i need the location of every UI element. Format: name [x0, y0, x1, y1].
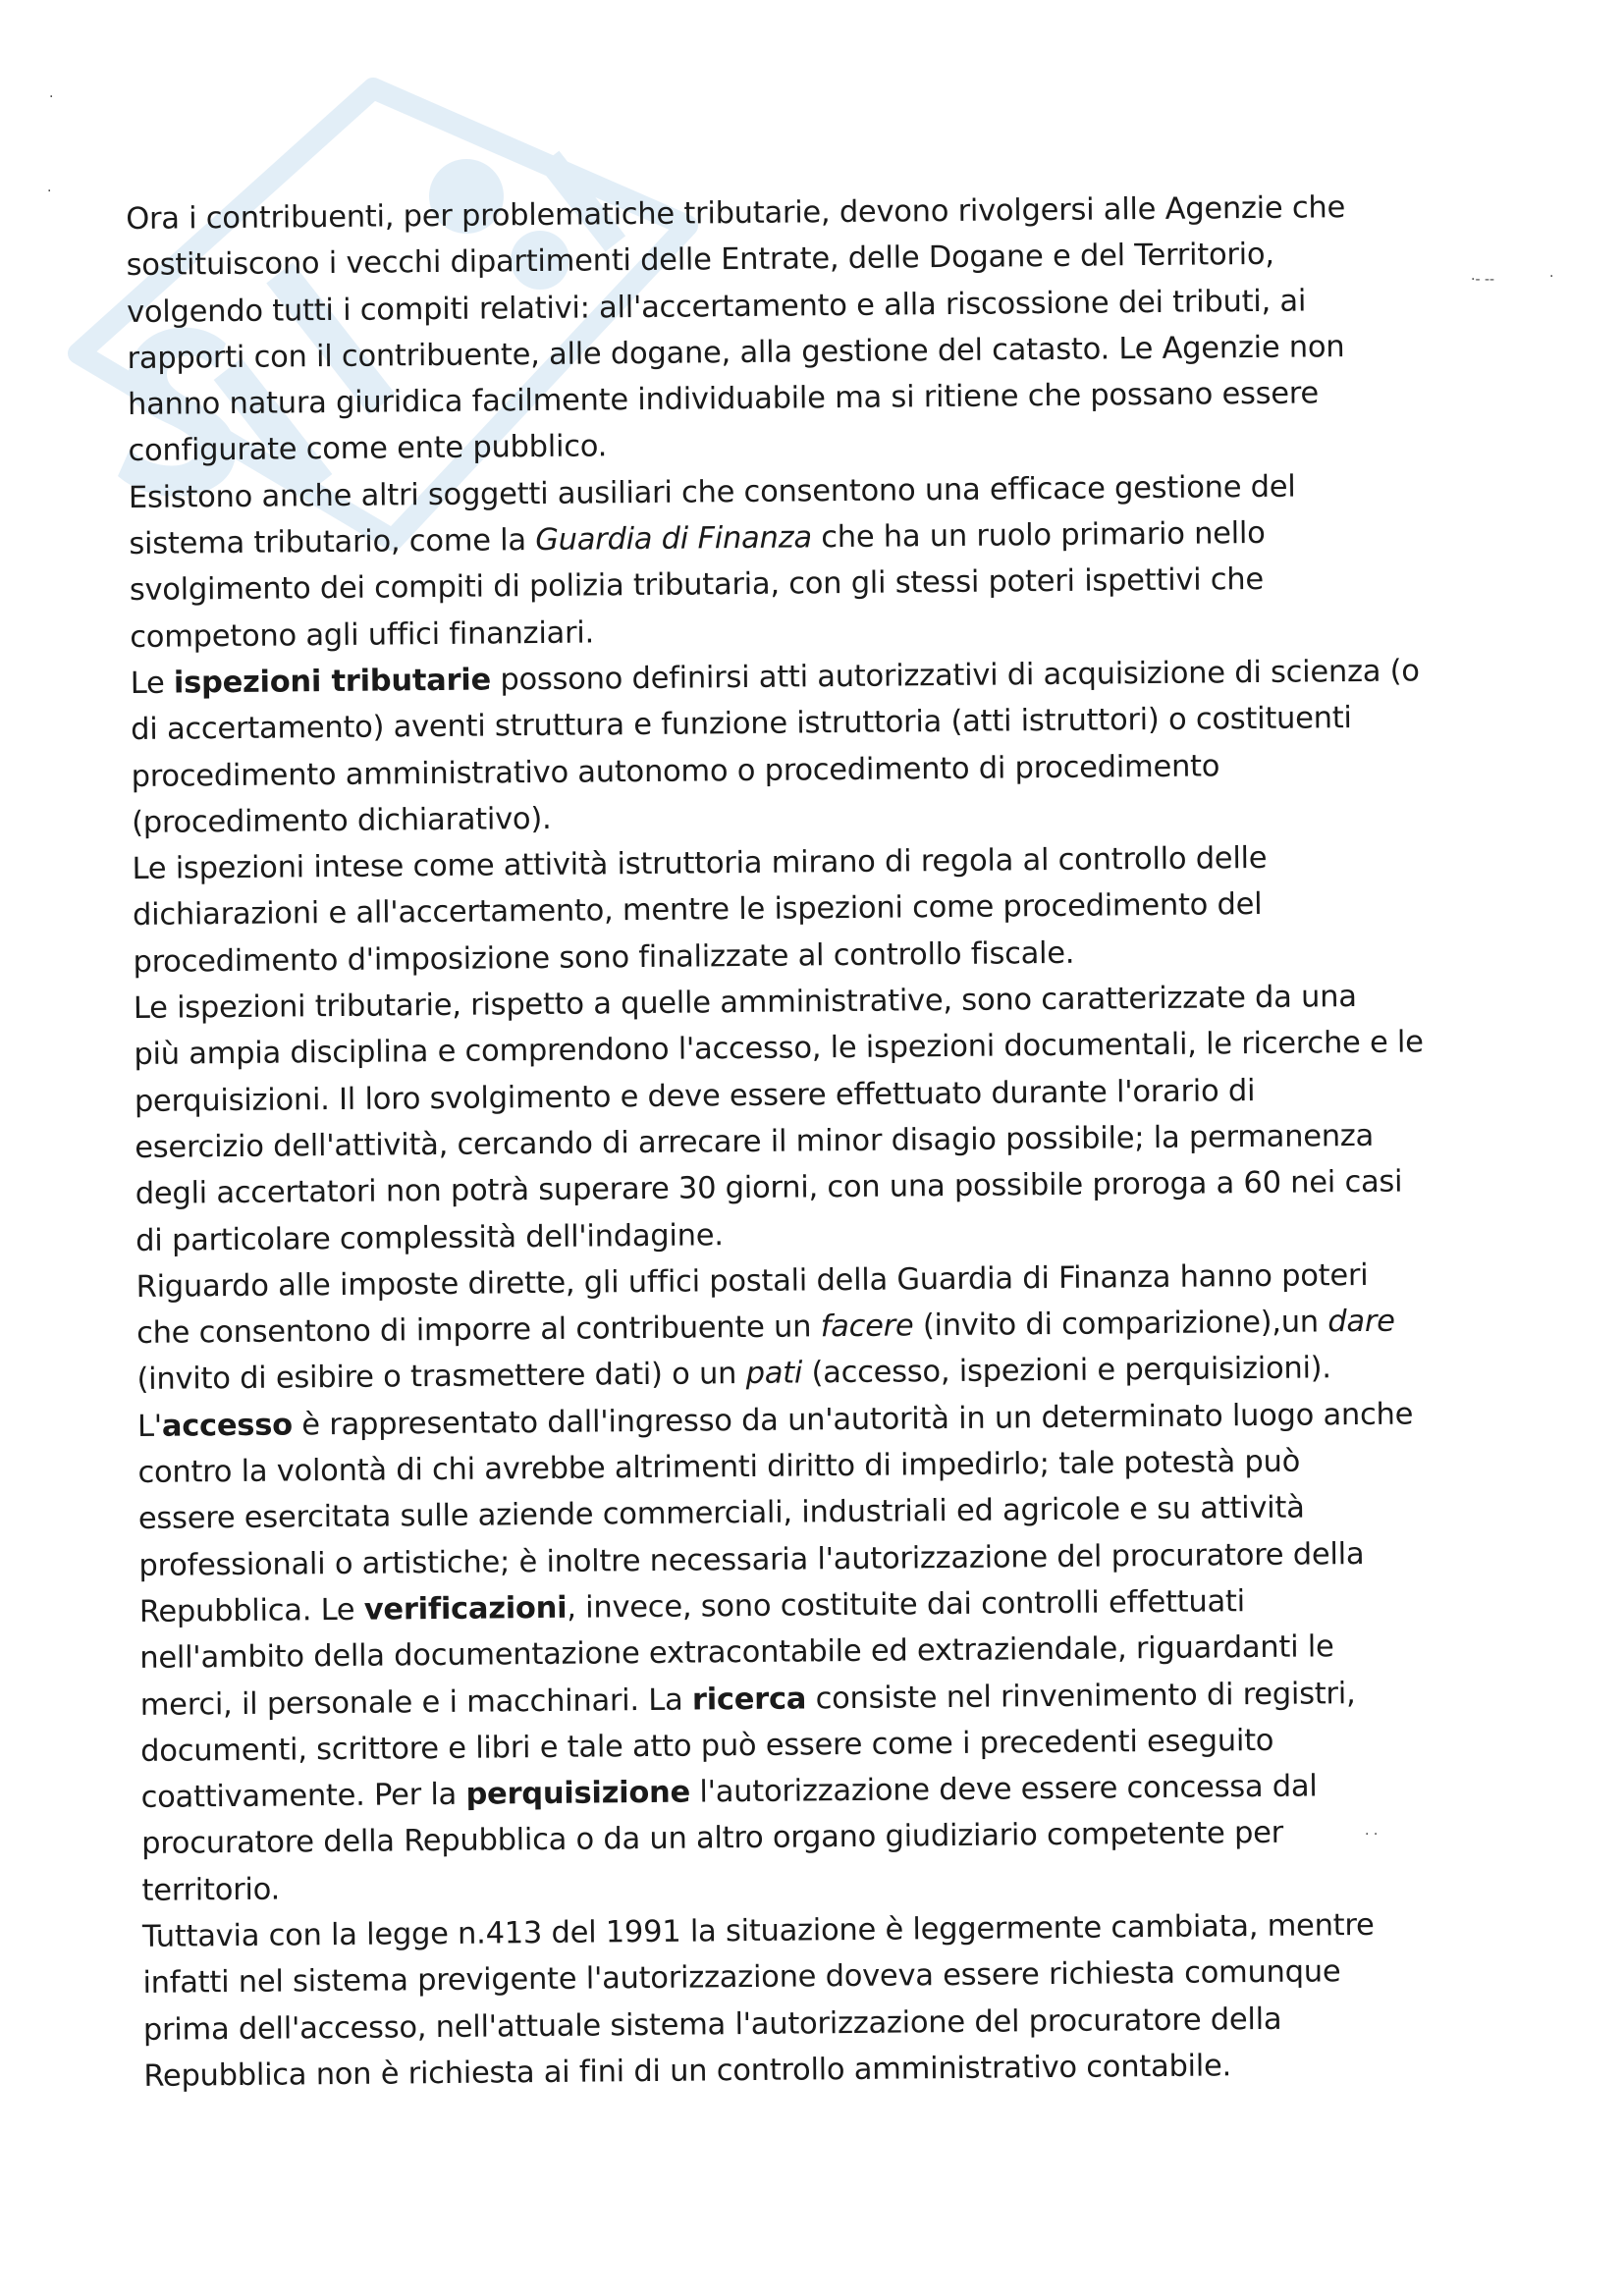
text-segment: che consentono di imporre al contribuente un	[135, 1309, 821, 1352]
text-segment: Esistono anche altri soggetti ausiliari che consentono una efficace gestione del	[128, 469, 1296, 515]
text-segment: perquisizioni. Il loro svolgimento e deve essere effettuato durante l'orario di	[134, 1073, 1256, 1119]
bold-term: ispezioni tributarie	[173, 663, 492, 701]
text-segment: prima dell'accesso, nell'attuale sistema l'autorizzazione del procuratore della	[142, 2002, 1282, 2048]
text-segment: hanno natura giuridica facilmente individuabile ma si ritiene che possano essere	[127, 376, 1320, 423]
scan-speck: ·	[47, 184, 52, 199]
scan-speck: ·	[49, 89, 54, 105]
text-segment: Le ispezioni intese come attività istruttoria mirano di regola al controllo delle	[132, 841, 1268, 887]
scan-speck: · ·	[1365, 1827, 1379, 1842]
text-segment: Tuttavia con la legge n.413 del 1991 la situazione è leggermente cambiata, mentre	[141, 1907, 1375, 1954]
text-segment: sistema tributario, come la	[129, 523, 536, 562]
text-segment: esercizio dell'attività, cercando di arrecare il minor disagio possibile; la permanenza	[135, 1118, 1375, 1165]
text-segment: che ha un ruolo primario nello	[811, 515, 1266, 556]
text-segment: merci, il personale e i macchinari. La	[139, 1682, 693, 1723]
text-segment: degli accertatori non potrà superare 30 giorni, con una possibile proroga a 60 nei casi	[135, 1164, 1403, 1212]
text-segment: territorio.	[141, 1872, 281, 1908]
text-segment: l'autorizzazione deve essere concessa dal	[689, 1769, 1318, 1810]
text-segment: rapporti con il contribuente, alle dogane, alla gestione del catasto. Le Agenzie non	[127, 329, 1345, 376]
text-segment: volgendo tutti i compiti relativi: all'accertamento e alla riscossione dei tributi, ai	[126, 284, 1307, 330]
text-segment: coattivamente. Per la	[140, 1777, 466, 1816]
italic-term: dare	[1327, 1304, 1395, 1340]
text-segment: procedimento amministrativo autonomo o procedimento di procedimento	[131, 748, 1220, 794]
text-segment: (accesso, ispezioni e perquisizioni).	[801, 1351, 1331, 1391]
text-segment: (procedimento dichiarativo).	[131, 801, 552, 840]
text-segment: è rappresentato dall'ingresso da un'autorità in un determinato luogo anche	[292, 1397, 1414, 1443]
text-segment: di particolare complessità dell'indagine.	[135, 1217, 724, 1258]
text-segment: configurate come ente pubblico.	[128, 429, 608, 469]
text-segment: Riguardo alle imposte dirette, gli uffici postali della Guardia di Finanza hanno poteri	[135, 1257, 1369, 1305]
text-segment: Le ispezioni tributarie, rispetto a quelle amministrative, sono caratterizzate da una	[133, 980, 1357, 1027]
text-segment: possono definirsi atti autorizzativi di acquisizione di scienza (o	[490, 654, 1420, 698]
text-segment: essere esercitata sulle aziende commerciali, industriali ed agricole e su attività	[137, 1490, 1305, 1537]
text-segment: contro la volontà di chi avrebbe altrimenti diritto di impedirlo; tale potestà può	[137, 1444, 1301, 1490]
text-segment: (invito di comparizione),un	[913, 1305, 1328, 1344]
italic-term: facere	[820, 1308, 914, 1345]
text-segment: nell'ambito della documentazione extracontabile ed extraziendale, riguardanti le	[139, 1629, 1334, 1677]
scan-speck: ·- --	[1471, 272, 1495, 288]
text-segment: consiste nel rinvenimento di registri,	[805, 1676, 1356, 1716]
text-segment: Repubblica non è richiesta ai fini di un controllo amministrativo contabile.	[143, 2049, 1232, 2094]
text-segment: procuratore della Repubblica o da un altro organo giudiziario competente per	[140, 1816, 1284, 1862]
text-segment: sostituiscono i vecchi dipartimenti delle Entrate, delle Dogane e del Territorio,	[126, 238, 1274, 284]
italic-term: Guardia di Finanza	[535, 520, 812, 559]
scan-speck: ·	[1549, 269, 1554, 285]
text-segment: infatti nel sistema previgente l'autorizzazione doveva essere richiesta comunque	[142, 1954, 1341, 2002]
text-segment: competono agli uffici finanziari.	[130, 615, 595, 655]
text-segment: Repubblica. Le	[138, 1592, 364, 1629]
text-segment: Le	[130, 666, 175, 701]
text-segment: svolgimento dei compiti di polizia tributaria, con gli stessi poteri ispettivi che	[129, 562, 1265, 609]
italic-term: pati	[745, 1356, 803, 1392]
text-segment: professionali o artistiche; è inoltre necessaria l'autorizzazione del procuratore della	[138, 1536, 1365, 1583]
text-segment: dichiarazioni e all'accertamento, mentre le ispezioni come procedimento del	[132, 887, 1263, 934]
text-segment: Ora i contribuenti, per problematiche tributarie, devono rivolgersi alle Agenzie che	[126, 190, 1346, 237]
text-segment: , invece, sono costituite dai controlli effettuati	[567, 1584, 1246, 1626]
text-segment: procedimento d'imposizione sono finalizzate al controllo fiscale.	[133, 935, 1075, 980]
bold-term: verificazioni	[363, 1590, 568, 1628]
text-segment: (invito di esibire o trasmettere dati) o un	[136, 1357, 746, 1398]
document-body	[126, 184, 1480, 2100]
text-segment: più ampia disciplina e comprendono l'accesso, le ispezioni documentali, le ricerche e le	[134, 1025, 1424, 1073]
bold-term: ricerca	[691, 1681, 807, 1718]
bold-term: accesso	[161, 1408, 294, 1444]
text-segment: L'	[136, 1409, 163, 1444]
text-segment: documenti, scrittore e libri e tale atto può essere come i precedenti eseguito	[140, 1723, 1274, 1769]
bold-term: perquisizione	[465, 1775, 691, 1812]
text-segment: di accertamento) aventi struttura e funzione istruttoria (atti istruttori) o costituenti	[131, 701, 1352, 748]
